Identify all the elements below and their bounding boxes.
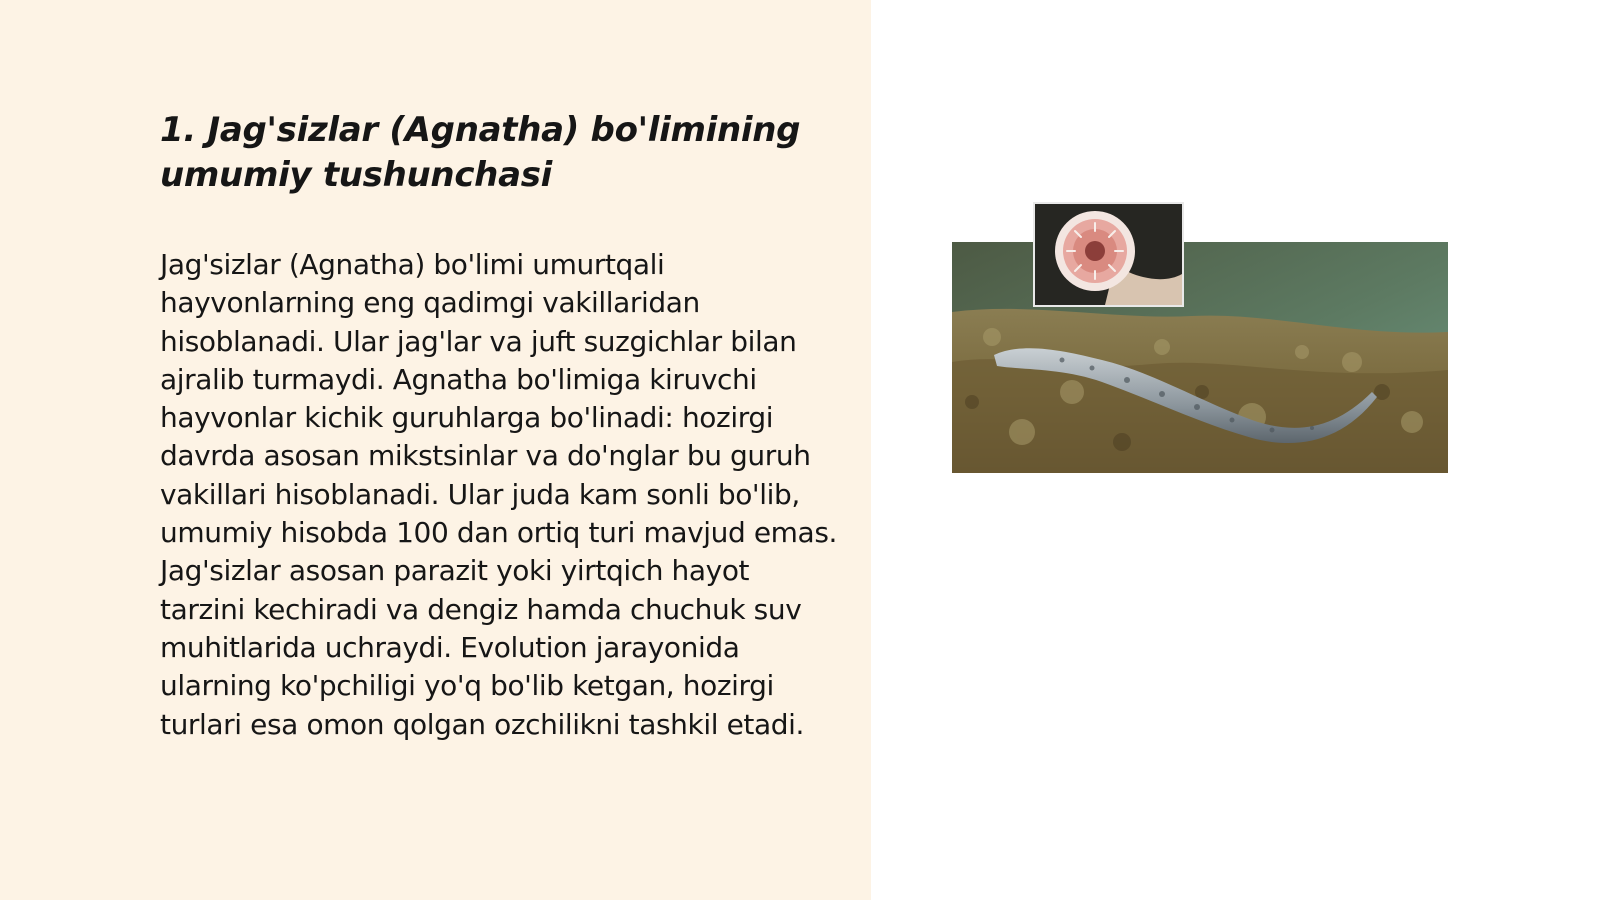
slide-body-text: Jag'sizlar (Agnatha) bo'limi umurtqali hayvonlarning eng qadimgi vakillaridan hisoblanadi. Ular jag'lar va juft suzgichlar bilan ajralib turmaydi. Agnatha bo'limiga kiruvchi hayvonlar kichik guruhlarga bo'linadi: hozirgi davrda asosan mikstsinlar va do'nglar bu guruh vakillari hisoblanadi. Ular juda kam sonli bo'lib, umumiy hisobda 100 dan ortiq turi mavjud emas. Jag'sizlar asosan parazit yoki yirtqich hayot tarzini kechiradi va dengiz hamda chuchuk suv muhitlarida uchraydi. Evolution jarayonida ularning ko'pchiligi yo'q bo'lib ketgan, hozirgi turlari esa omon qolgan ozchilikni tashkil etadi. <box>160 248 838 741</box>
lamprey-mouth-inset <box>1033 202 1184 307</box>
slide-title: 1. Jag'sizlar (Agnatha) bo'limining umumiy tushunchasi <box>160 110 801 195</box>
lamprey-photo <box>952 242 1448 473</box>
